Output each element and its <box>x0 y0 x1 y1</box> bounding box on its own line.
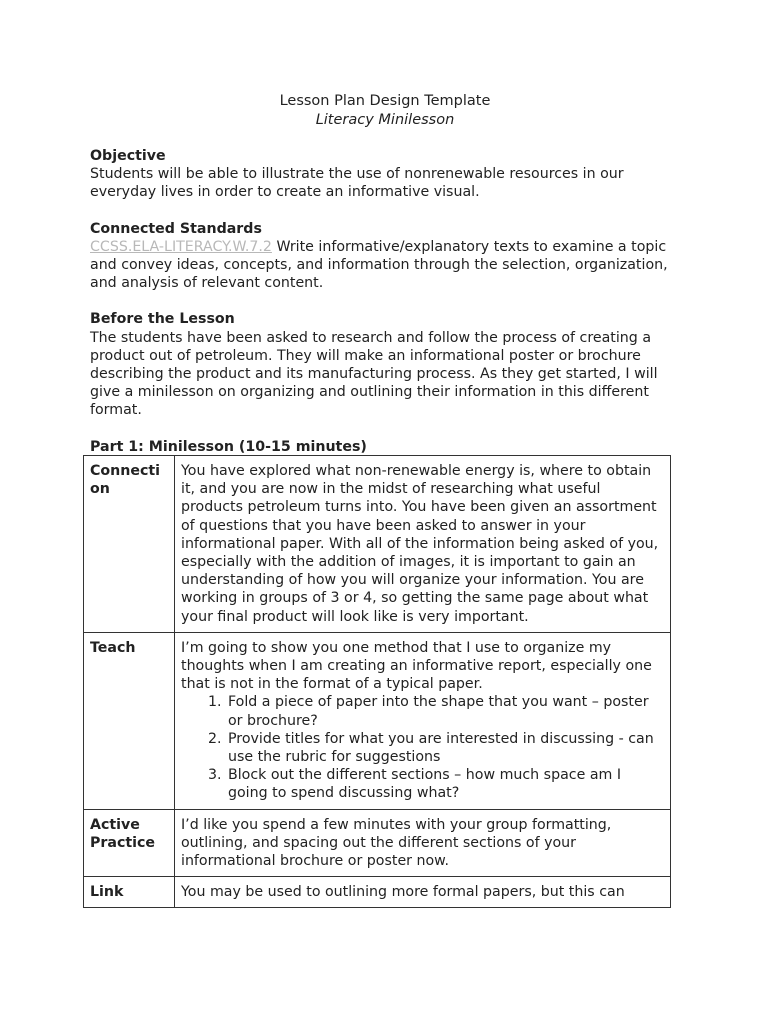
table-row-link <box>84 877 671 908</box>
teach-steps-list <box>181 693 664 802</box>
standard-link[interactable]: CCSS.ELA-LITERACY.W.7.2 <box>90 238 272 255</box>
list-item: 1. Fold a piece of paper into the shape that you want – poster or brochure? <box>226 693 664 729</box>
row-label-link: Link <box>84 877 175 908</box>
table-row-teach <box>84 632 671 809</box>
part1-heading: Part 1: Minilesson (10-15 minutes) <box>90 438 367 455</box>
objective-heading: Objective <box>90 148 166 164</box>
row-label-connection: Connection <box>84 456 175 633</box>
row-text-link: You may be used to outlining more formal papers, but this can <box>175 877 671 908</box>
document-subtitle: Literacy Minilesson <box>315 111 455 128</box>
standards-text <box>90 238 680 293</box>
row-label-active-practice: Active Practice <box>84 809 175 877</box>
minilesson-table <box>83 455 671 908</box>
standards-heading: Connected Standards <box>90 220 262 237</box>
before-lesson-heading: Before the Lesson <box>90 311 235 328</box>
row-text-connection: You have explored what non-renewable energy is, where to obtain it, and you are now in the midst of researching what useful products petroleum turns into. You have been given an assortment of questions that you have been asked to answer in your informational paper. With all of the information being asked of you, especially with the addition of images, it is important to gain an understanding of how you will organize your information. You are working in groups of 3 or 4, so getting the same page about what your final product will look like is very important. <box>175 456 671 633</box>
list-item: 3. Block out the different sections – how much space am I going to spend discussing what? <box>226 766 664 802</box>
before-lesson-text: The students have been asked to research and follow the process of creating a product out of petroleum. They will make an informational poster or brochure describing the product and its manufacturing process. As they get started, I will give a minilesson on organizing and outlining their information in this different format. <box>90 329 658 419</box>
row-text-teach: I’m going to show you one method that I use to organize my thoughts when I am creating an informative report, especially one that is not in the format of a typical paper. <box>181 639 652 693</box>
table-row-connection <box>84 456 671 633</box>
row-label-teach: Teach <box>84 632 175 809</box>
row-cell-teach <box>175 632 671 809</box>
row-text-active-practice: I’d like you spend a few minutes with your group formatting, outlining, and spacing out the different sections of your informational brochure or poster now. <box>175 809 671 877</box>
document-title-block <box>90 92 680 129</box>
objective-text: Students will be able to illustrate the use of nonrenewable resources in our everyday lives in order to create an informative visual. <box>90 166 624 201</box>
standards-description: Write informative/explanatory texts to examine a topic and convey ideas, concepts, and information through the selection, organization, and analysis of relevant content. <box>90 238 668 292</box>
list-item: 2. Provide titles for what you are interested in discussing - can use the rubric for suggestions <box>226 730 664 766</box>
document-title: Lesson Plan Design Template <box>279 93 491 109</box>
document-page <box>90 92 680 456</box>
table-row-active-practice <box>84 809 671 877</box>
